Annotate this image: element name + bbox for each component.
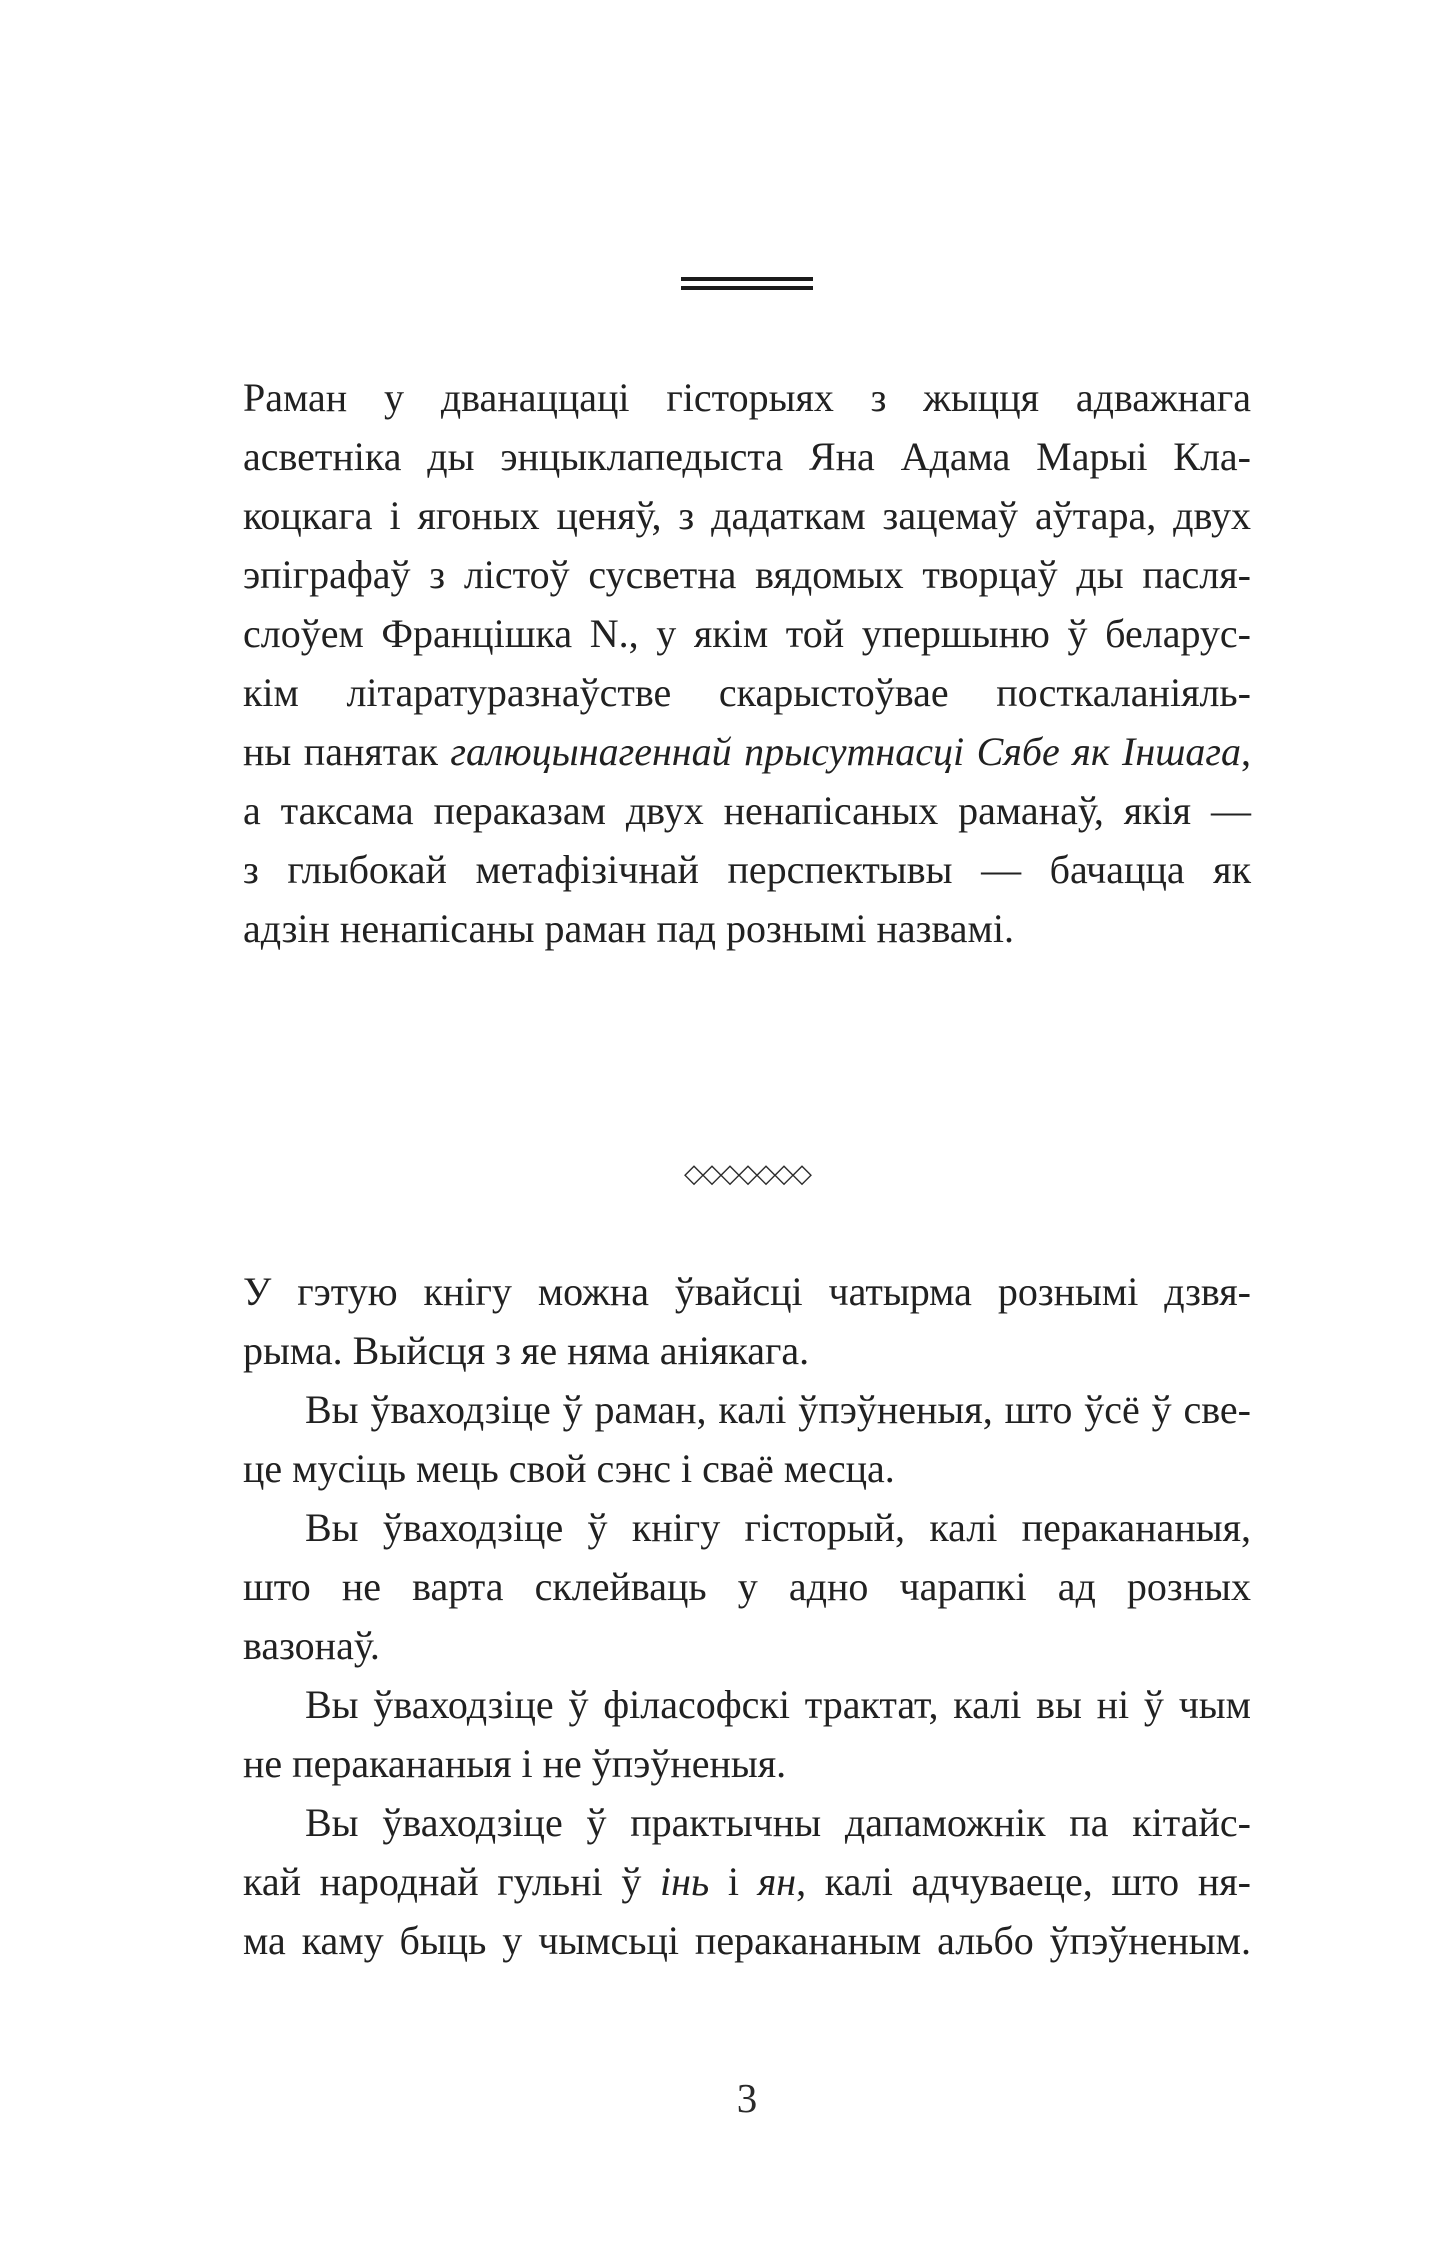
paragraph — [243, 368, 1251, 958]
text-segment: слоўем Францішка N., у якім той упершыню ў беларус- — [243, 611, 1251, 656]
text-segment: кім літаратуразнаўстве скарыстоўвае посткаланіяль- — [243, 670, 1251, 715]
text-line — [243, 1911, 1251, 1970]
text-line — [243, 1262, 1251, 1321]
annotation-block — [243, 368, 1251, 958]
text-segment: а таксама пераказам двух ненапісаных раманаў, якія — — [243, 788, 1251, 833]
text-line — [243, 840, 1251, 899]
paragraph — [243, 1498, 1251, 1675]
italic-text-segment: інь — [660, 1859, 710, 1904]
text-segment: вазонаў. — [243, 1623, 380, 1668]
text-line — [243, 1380, 1251, 1439]
text-line — [243, 1321, 1251, 1380]
text-segment: , калі адчуваеце, што ня- — [796, 1859, 1251, 1904]
text-segment: Вы ўваходзіце ў практычны дапаможнік па кітайс- — [305, 1800, 1251, 1845]
text-segment: што не варта склейваць у адно чарапкі ад розных — [243, 1564, 1251, 1609]
paragraph — [243, 1675, 1251, 1793]
text-segment: кай народнай гульні ў — [243, 1859, 661, 1904]
paragraph — [243, 1262, 1251, 1380]
page-number: 3 — [736, 2075, 758, 2121]
double-rule-ornament — [681, 277, 813, 290]
text-line — [243, 604, 1251, 663]
text-line — [243, 1793, 1251, 1852]
text-segment: У гэтую кнігу можна ўвайсці чатырма рознымі дзвя- — [243, 1269, 1251, 1314]
text-line — [243, 1439, 1251, 1498]
text-segment: це мусіць мець свой сэнс і сваё месца. — [243, 1446, 895, 1491]
diamond-divider: ◇◇◇◇◇◇◇ — [684, 1159, 810, 1189]
italic-text-segment: ян — [757, 1859, 797, 1904]
text-segment: Вы ўваходзіце ў кнігу гісторый, калі перакананыя, — [305, 1505, 1251, 1550]
text-segment: Вы ўваходзіце ў філасофскі трактат, калі вы ні ў чым — [305, 1682, 1251, 1727]
text-line — [243, 486, 1251, 545]
text-line — [243, 722, 1251, 781]
text-line — [243, 1557, 1251, 1616]
text-segment: асветніка ды энцыклапедыста Яна Адама Марыі Кла- — [243, 434, 1251, 479]
text-segment: эпіграфаў з лістоў сусветна вядомых творцаў ды пасля- — [243, 552, 1251, 597]
italic-text-segment: галюцынагеннай прысутнасці Сябе як Іншага — [450, 729, 1241, 774]
text-line — [243, 1734, 1251, 1793]
text-segment: коцкага і ягоных ценяў, з дадаткам зацемаў аўтара, двух — [243, 493, 1251, 538]
body-text-block — [243, 1262, 1251, 1970]
text-line — [243, 781, 1251, 840]
text-segment: рыма. Выйсця з яе няма аніякага. — [243, 1328, 810, 1373]
paragraph — [243, 1793, 1251, 1970]
text-line — [243, 545, 1251, 604]
text-line — [243, 368, 1251, 427]
text-segment: Раман у дванаццаці гісторыях з жыцця адважнага — [243, 375, 1251, 420]
text-line — [243, 1675, 1251, 1734]
text-segment: адзін ненапісаны раман пад рознымі назвамі. — [243, 906, 1014, 951]
text-segment: з глыбокай метафізічнай перспектывы — бачацца як — [243, 847, 1251, 892]
text-segment: не перакананыя і не ўпэўненыя. — [243, 1741, 787, 1786]
text-line — [243, 1616, 1251, 1675]
text-segment: і — [709, 1859, 758, 1904]
text-line — [243, 427, 1251, 486]
text-segment: ма каму быць у чымсьці перакананым альбо ўпэўненым. — [243, 1918, 1251, 1963]
text-line — [243, 1498, 1251, 1557]
header-ornament-wrap — [243, 277, 1251, 290]
text-segment: , — [1241, 729, 1251, 774]
paragraph — [243, 1380, 1251, 1498]
text-line — [243, 663, 1251, 722]
text-line — [243, 899, 1251, 958]
text-line — [243, 1852, 1251, 1911]
text-segment: ны панятак — [243, 729, 451, 774]
text-segment: Вы ўваходзіце ў раман, калі ўпэўненыя, што ўсё ў све- — [305, 1387, 1251, 1432]
